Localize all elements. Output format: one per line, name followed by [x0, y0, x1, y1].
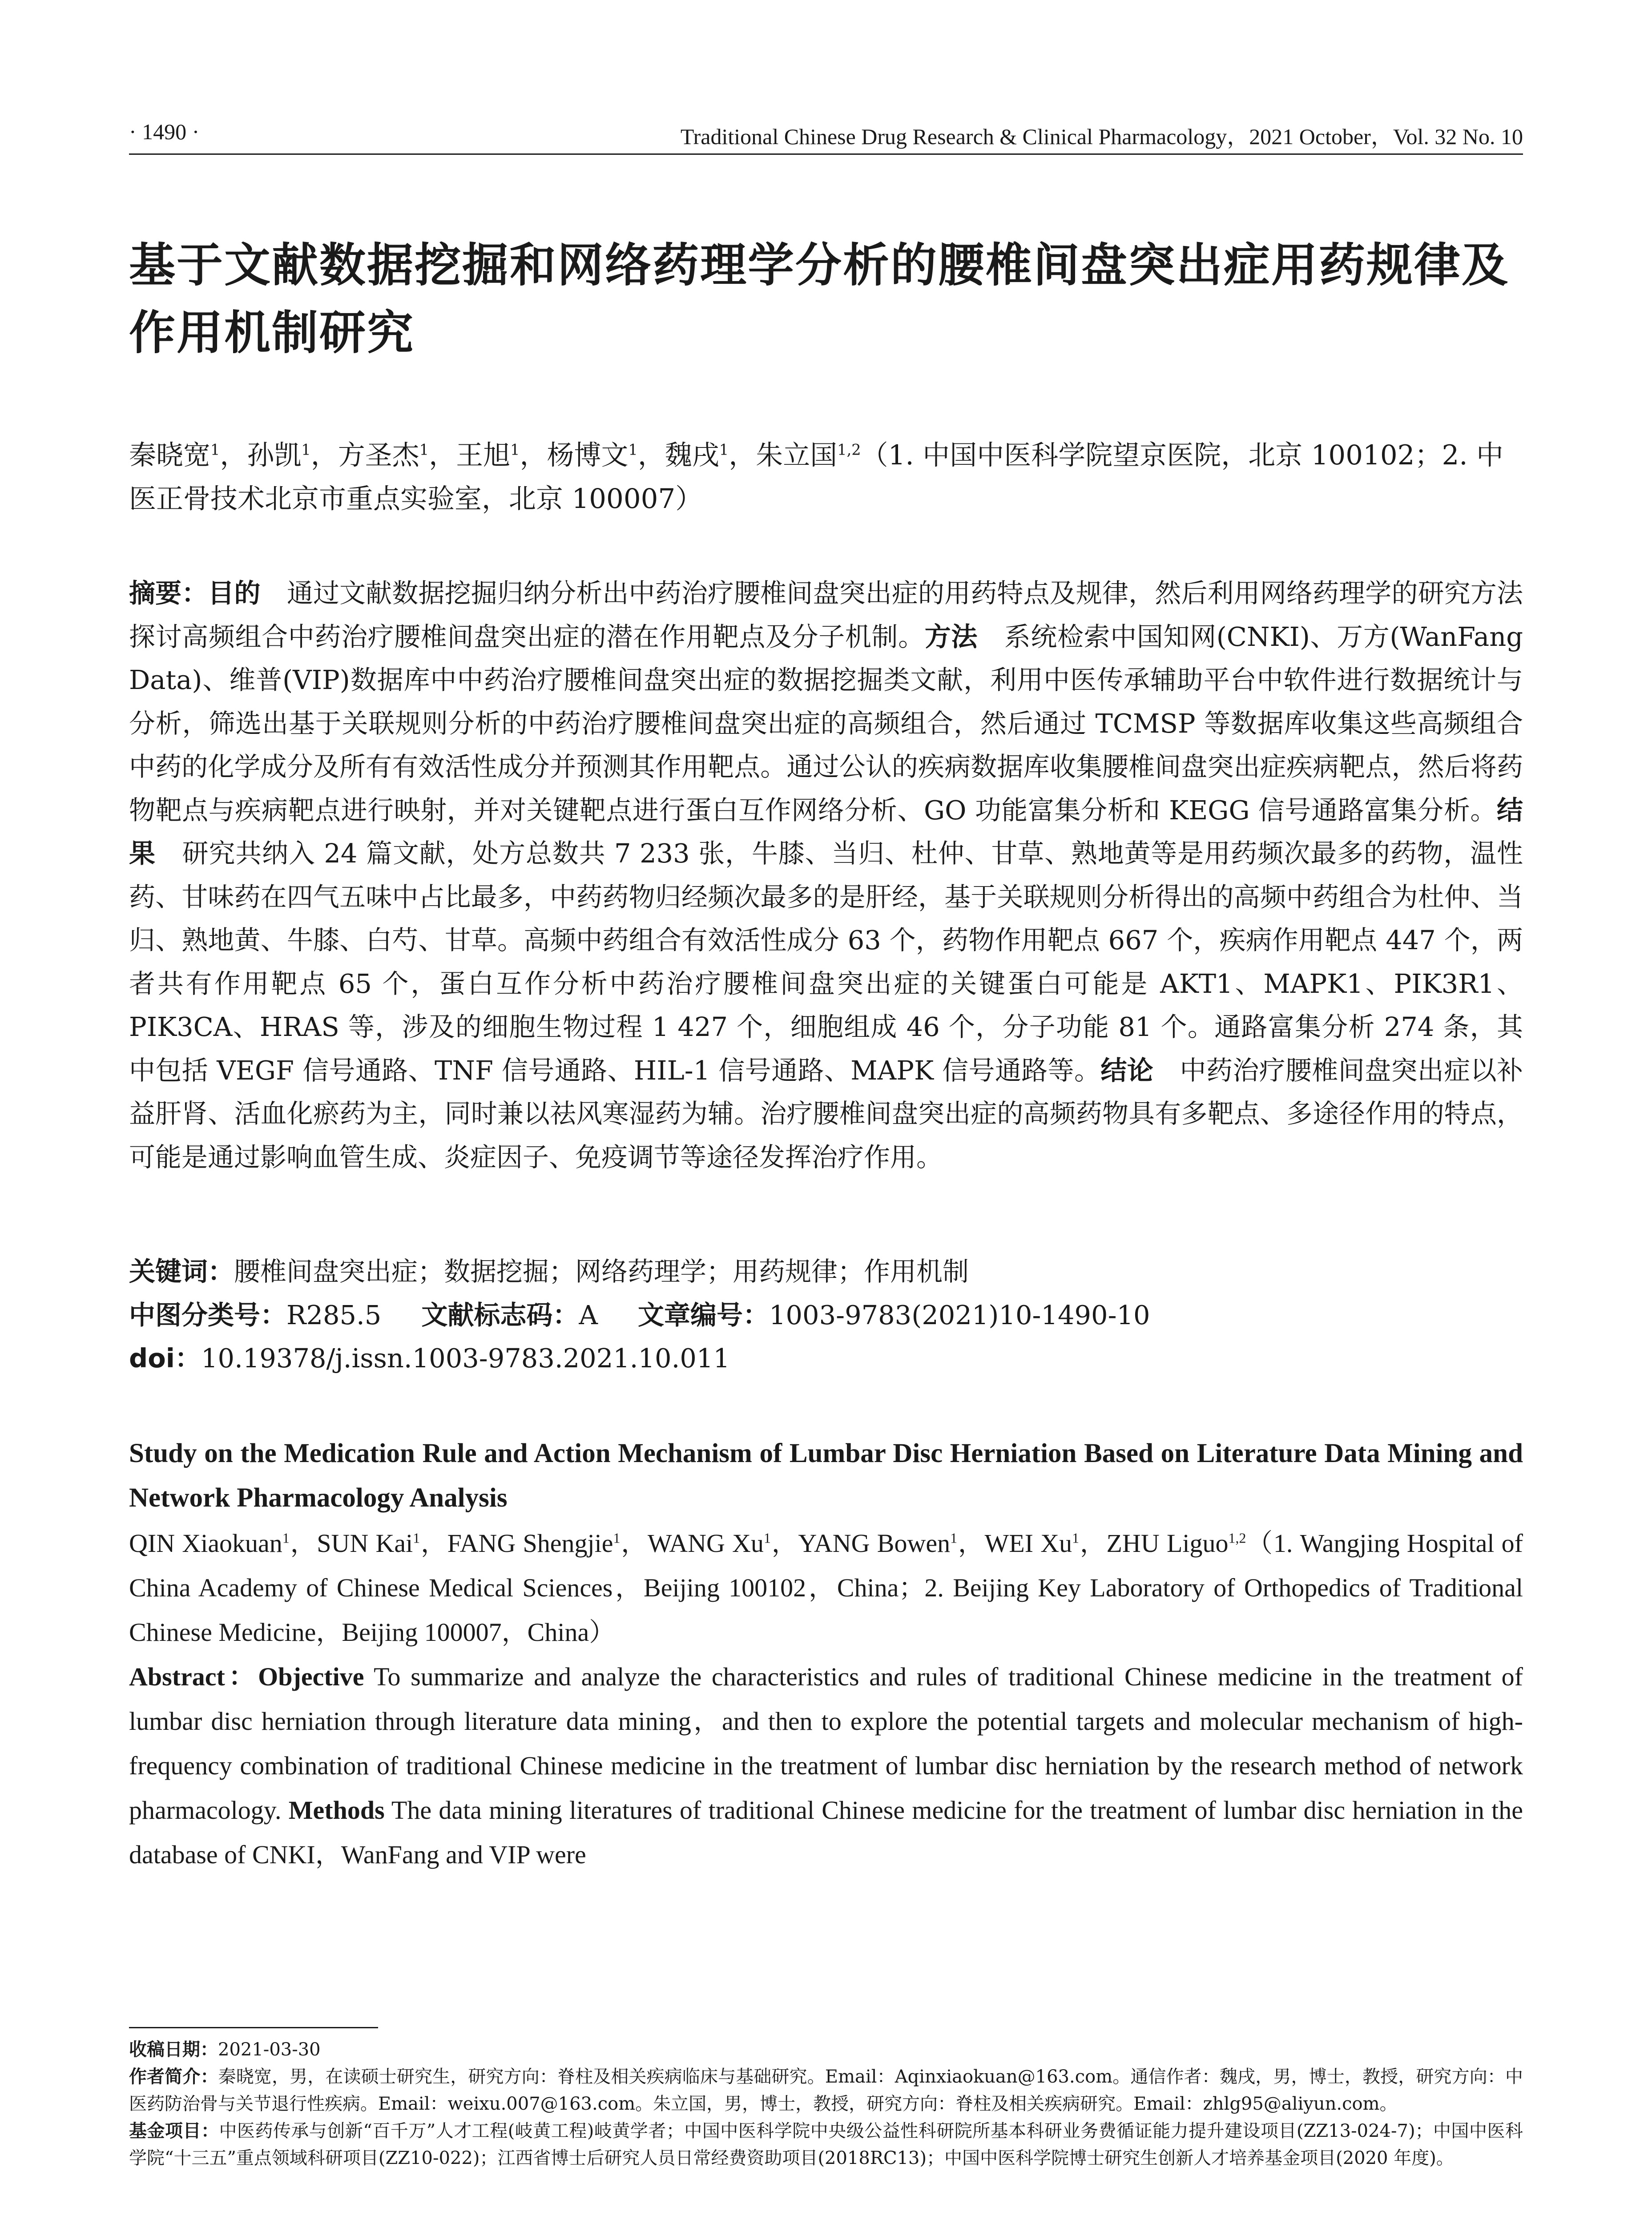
affiliation-mark: 1 [1072, 1530, 1080, 1546]
page-number: · 1490 · [129, 119, 200, 144]
keywords-text: 腰椎间盘突出症；数据挖掘；网络药理学；用药规律；作用机制 [234, 1256, 969, 1287]
abstract-en-label: Abstract： [129, 1662, 258, 1691]
author-name: 孙凯 [247, 439, 302, 471]
objective-en-text: To summarize and analyze the characteristics and rules of traditional Chinese medicine in the treatment of lumbar disc herniation through literature data mining，and then to explore the potential targets and molecular mechanism of high-frequency combination of traditional Chinese medicine in the treatment of lumbar disc herniation by the research method of network pharmacology. [129, 1662, 1523, 1825]
footnotes [129, 2036, 1523, 2172]
affiliation-mark: 1 [613, 1530, 621, 1546]
author-bio-text: 秦晓宽，男，在读硕士研究生，研究方向：脊柱及相关疾病临床与基础研究。Email：Aqinxiaokuan@163.com。通信作者：魏戌，男，博士，教授，研究方向：中医药防治骨与关节退行性疾病。Email：weixu.007@163.com。朱立国，男，博士，教授，研究方向：脊柱及相关疾病研究。Email：zhlg95@aliyun.com。 [129, 2067, 1523, 2114]
classification-line [129, 1293, 1523, 1337]
doi-label: doi： [129, 1343, 201, 1374]
methods-text: 系统检索中国知网(CNKI)、万方(WanFang Data)、维普(VIP)数据库中中药治疗腰椎间盘突出症的数据挖掘类文献，利用中医传承辅助平台中软件进行数据统计与分析，筛选出基于关联规则分析的中药治疗腰椎间盘突出症的高频组合，然后通过 TCMSP 等数据库收集这些高频组合中药的化学成分及所有有效活性成分并预测其作用靶点。通过公认的疾病数据库收集腰椎间盘突出症疾病靶点，然后将药物靶点与疾病靶点进行映射，并对关键靶点进行蛋白互作网络分析、GO 功能富集分析和 KEGG 信号通路富集分析。 [129, 621, 1523, 826]
journal-citation: Traditional Chinese Drug Research & Clinical Pharmacology，2021 October，Vol. 32 No. 10 [680, 124, 1523, 149]
doc-code-value: A [579, 1300, 598, 1330]
methods-label: 方法 [924, 621, 978, 652]
results-label: 结果 [129, 794, 1523, 869]
received-date [129, 2036, 1523, 2063]
affiliation-mark: 1 [628, 441, 638, 459]
methods-en-text: The data mining literatures of traditional Chinese medicine for the treatment of lumbar disc herniation in the database of CNKI，WanFang and VIP were [129, 1796, 1523, 1869]
affiliation-mark: 1 [764, 1530, 771, 1546]
affiliation-mark: 1 [413, 1530, 420, 1546]
keywords [129, 1250, 1523, 1293]
footnote-divider [129, 2027, 378, 2028]
abstract-en [129, 1655, 1523, 1877]
objective-text: 通过文献数据挖掘归纳分析出中药治疗腰椎间盘突出症的用药特点及规律，然后利用网络药理学的研究方法探讨高频组合中药治疗腰椎间盘突出症的潜在作用靶点及分子机制。 [129, 578, 1523, 652]
author-name: 方圣杰 [338, 439, 419, 471]
results-text: 研究共纳入 24 篇文献，处方总数共 7 233 张，牛膝、当归、杜仲、甘草、熟地黄等是用药频次最多的药物，温性药、甘味药在四气五味中占比最多，中药药物归经频次最多的是肝经，基于关联规则分析得出的高频中药组合为杜仲、当归、熟地黄、牛膝、白芍、甘草。高频中药组合有效活性成分 63 个，药物作用靶点 667 个，疾病作用靶点 447 个，两者共有作用靶点 65 个，蛋白互作分析中药治疗腰椎间盘突出症的关键蛋白可能是 AKT1、MAPK1、PIK3R1、PIK3CA、HRAS 等，涉及的细胞生物过程 1 427 个，细胞组成 46 个，分子功能 81 个。通路富集分析 274 条，其中包括 VEGF 信号通路、TNF 信号通路、HIL-1 信号通路、MAPK 信号通路等。 [129, 838, 1523, 1086]
author-bio [129, 2063, 1523, 2118]
objective-label: 目的 [208, 578, 261, 608]
funding-label: 基金项目： [129, 2121, 219, 2141]
article-number-label: 文章编号： [637, 1300, 769, 1330]
author-name: 魏戌 [665, 439, 719, 471]
funding-text: 中医药传承与创新“百千万”人才工程(岐黄工程)岐黄学者；中国中医科学院中央级公益性科研院所基本科研业务费循证能力提升建设项目(ZZ13-024-7)；中国中医科学院“十三五”重点领域科研项目(ZZ10-022)；江西省博士后研究人员日常经费资助项目(2018RC13)；中国中医科学院博士研究生创新人才培养基金项目(2020 年度)。 [129, 2121, 1523, 2168]
affiliation-mark: 1 [301, 441, 311, 459]
article-title-en: Study on the Medication Rule and Action Mechanism of Lumbar Disc Herniation Based on Literature Data Mining and Network Pharmacology Analysis [129, 1438, 1523, 1513]
author-name: WEI Xu [984, 1529, 1072, 1558]
affiliation-mark: 1 [719, 441, 729, 459]
author-name: 王旭 [456, 439, 511, 471]
affiliations-en: （1. Wangjing Hospital of China Academy of Chinese Medical Sciences，Beijing 100102，China；2. Beijing Key Laboratory of Orthopedics of Traditional Chinese Medicine，Beijing 100007，China） [129, 1529, 1523, 1647]
author-name: WANG Xu [647, 1529, 764, 1558]
running-header [129, 109, 1523, 155]
abstract-label: 摘要： [129, 578, 208, 608]
affiliation-mark: 1,2 [1228, 1530, 1246, 1546]
author-list-zh: 秦晓宽$^1$，孙凯$^1$，方圣杰$^1$，王旭$^1$，杨博文$^1$，魏戌$^1$，朱立国$^{1,2}$（1. 中国中医科学院望京医院，北京 100102；2. 中医正骨技术北京市重点实验室，北京 100007） [129, 439, 1504, 515]
affiliation-mark: 1,2 [837, 441, 861, 459]
objective-en-label: Objective [258, 1662, 364, 1691]
received-value: 2021-03-30 [218, 2039, 321, 2060]
article-number-value: 1003-9783(2021)10-1490-10 [769, 1300, 1150, 1330]
affiliations-zh: （1. 中国中医科学院望京医院，北京 100102；2. 中医正骨技术北京市重点实验室，北京 100007） [129, 439, 1504, 515]
author-name: YANG Bowen [798, 1529, 951, 1558]
affiliation-mark: 1 [419, 441, 429, 459]
affiliation-mark: 1 [510, 441, 520, 459]
clc-label: 中图分类号： [129, 1300, 287, 1330]
article-title-zh: 基于文献数据挖掘和网络药理学分析的腰椎间盘突出症用药规律及作用机制研究 [129, 238, 1510, 360]
doi-line [129, 1337, 1523, 1380]
doc-code-label: 文献标志码： [421, 1300, 579, 1330]
doi-link[interactable]: 10.19378/j.issn.1003-9783.2021.10.011 [201, 1343, 730, 1374]
conclusion-text: 中药治疗腰椎间盘突出症以补益肝肾、活血化瘀药为主，同时兼以祛风寒湿药为辅。治疗腰椎间盘突出症的高频药物具有多靶点、多途径作用的特点，可能是通过影响血管生成、炎症因子、免疫调节等途径发挥治疗作用。 [129, 1055, 1523, 1172]
abstract-zh [129, 572, 1523, 1179]
author-name: QIN Xiaokuan [129, 1529, 282, 1558]
author-name: FANG Shengjie [447, 1529, 613, 1558]
conclusion-label: 结论 [1100, 1055, 1154, 1086]
affiliation-mark: 1 [210, 441, 220, 459]
author-name: 杨博文 [547, 439, 629, 471]
author-name: 秦晓宽 [129, 439, 211, 471]
affiliation-mark: 1 [950, 1530, 958, 1546]
author-bio-label: 作者简介： [129, 2067, 218, 2087]
clc-value: R285.5 [286, 1300, 382, 1330]
received-label: 收稿日期： [129, 2039, 218, 2060]
author-name: ZHU Liguo [1106, 1529, 1229, 1558]
keywords-label: 关键词： [129, 1256, 234, 1287]
author-list-en: QIN Xiaokuan$^1$，SUN Kai$^1$，FANG Shengjie$^1$，WANG Xu$^1$，YANG Bowen$^1$，WEI Xu$^1$，ZHU Liguo$^{1,2}$（1. Wangjing Hospital of China Academy of Chinese Medical Sciences，Beijing 100102，China；2. Beijing Key Laboratory of Orthopedics of Traditional Chinese Medicine，Beijing 100007，China） [129, 1529, 1523, 1647]
author-name: SUN Kai [317, 1529, 413, 1558]
funding [129, 2118, 1523, 2172]
author-name: 朱立国 [756, 439, 838, 471]
methods-en-label: Methods [288, 1796, 385, 1825]
affiliation-mark: 1 [282, 1530, 290, 1546]
